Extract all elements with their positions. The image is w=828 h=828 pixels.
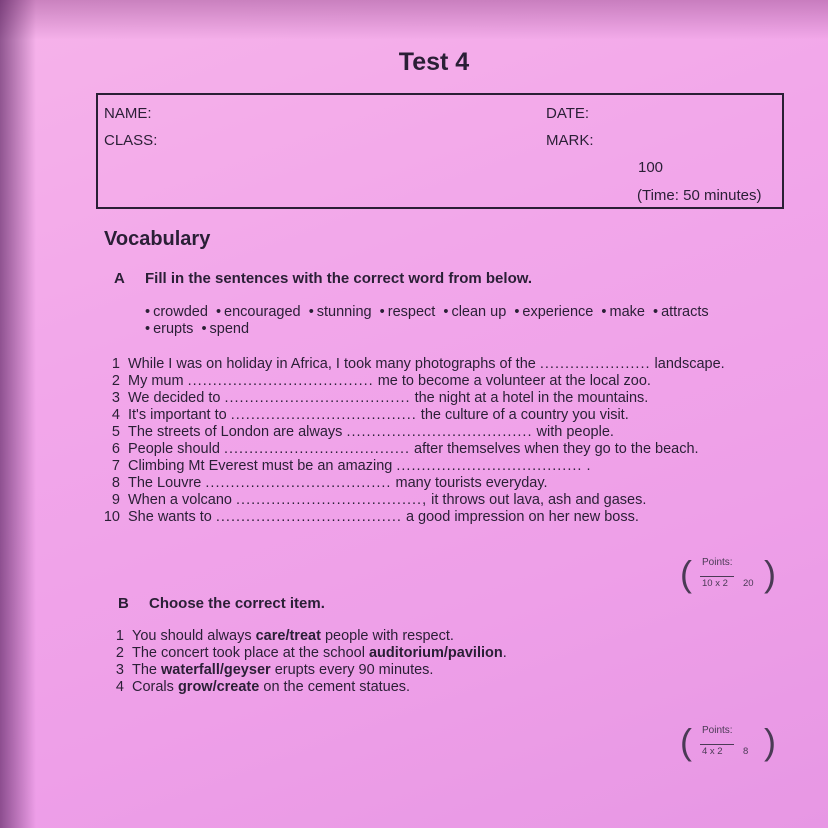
answer-blank[interactable]: ...................... (539, 356, 651, 372)
points-fraction-line (700, 576, 734, 577)
part-b-letter: B (118, 595, 129, 612)
answer-blank[interactable]: ..................................... (223, 441, 411, 457)
answer-choice[interactable]: auditorium/pavilion (368, 645, 503, 661)
section-heading: Vocabulary (104, 228, 211, 250)
word-bank-item: • attracts (653, 304, 709, 320)
photo-shadow-left (0, 0, 36, 828)
answer-blank[interactable]: ..................................... (224, 390, 411, 406)
points-formula: 10 x 2 (702, 578, 728, 589)
word-bank-item: • clean up (443, 304, 507, 320)
part-a-letter: A (114, 270, 125, 287)
name-label: NAME: (104, 105, 152, 122)
points-label: Points: (702, 725, 733, 736)
photo-shadow-top (0, 0, 828, 40)
part-a-instruction: Fill in the sentences with the correct word from below. (145, 270, 533, 287)
word-bank-item: • encouraged (215, 304, 301, 320)
close-paren: ) (764, 553, 776, 594)
answer-choice[interactable]: grow/create (177, 679, 260, 695)
answer-blank[interactable]: ..................................... (346, 424, 533, 440)
mark-total: 100 (638, 159, 664, 176)
answer-blank[interactable]: ....................................., (236, 492, 428, 508)
points-total: 20 (743, 578, 754, 589)
answer-blank[interactable]: ..................................... (230, 407, 417, 423)
word-bank-item: • respect (379, 304, 436, 320)
answer-blank[interactable]: ..................................... (396, 458, 583, 474)
date-label: DATE: (546, 105, 590, 122)
open-paren: ( (680, 553, 692, 594)
word-bank-item: • crowded (145, 304, 208, 320)
word-bank-item: • stunning (308, 304, 372, 320)
answer-choice[interactable]: waterfall/geyser (161, 662, 271, 678)
open-paren: ( (680, 721, 692, 762)
answer-blank[interactable]: ..................................... (215, 509, 402, 525)
class-label: CLASS: (104, 132, 158, 149)
word-bank-item: • spend (201, 321, 250, 337)
points-label: Points: (702, 557, 733, 568)
part-b-instruction: Choose the correct item. (149, 595, 325, 612)
word-bank-item: • erupts (145, 321, 194, 337)
answer-choice[interactable]: care/treat (255, 628, 321, 644)
word-bank (145, 304, 785, 338)
answer-blank[interactable]: ..................................... (205, 475, 392, 491)
points-formula: 4 x 2 (702, 746, 723, 757)
page-title: Test 4 (398, 48, 470, 76)
time-limit: (Time: 50 minutes) (637, 187, 762, 204)
student-info-box (96, 93, 784, 209)
word-bank-item: • make (601, 304, 645, 320)
mark-label: MARK: (546, 132, 594, 149)
points-total: 8 (743, 746, 749, 757)
word-bank-item: • experience (514, 304, 594, 320)
part-a-points-box (680, 552, 776, 596)
close-paren: ) (764, 721, 776, 762)
points-fraction-line (700, 744, 734, 745)
answer-blank[interactable]: ..................................... (187, 373, 374, 389)
part-b-points-box (680, 720, 776, 764)
